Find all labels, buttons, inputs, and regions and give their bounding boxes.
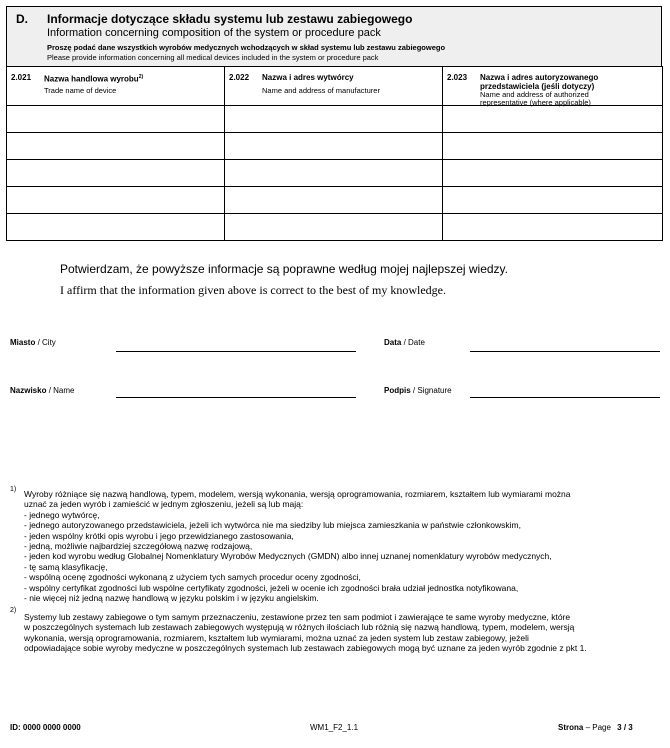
section-note-pl: Proszę podać dane wszystkich wyrobów medycznych wchodzących w skład systemu lub zestawu zabiegowego (47, 43, 446, 52)
table-row (7, 160, 663, 187)
cell-input[interactable] (443, 187, 663, 214)
column-header-trade-name (7, 67, 225, 106)
column-label-pl: Nazwa handlowa wyrobu$^{2)}$ (44, 74, 144, 84)
cell-input[interactable] (443, 133, 663, 160)
table-header-row (7, 67, 663, 106)
table-row (7, 133, 663, 160)
affirmation-pl: Potwierdzam, że powyższe informacje są poprawne według mojej najlepszej wiedzy. (60, 262, 508, 276)
table-row (7, 187, 663, 214)
devices-table (6, 66, 663, 241)
section-letter: D. (16, 12, 28, 26)
cell-input[interactable] (225, 214, 443, 241)
date-input-line[interactable] (470, 351, 660, 352)
cell-input[interactable] (225, 106, 443, 133)
name-label: Nazwisko / Name (10, 386, 75, 395)
footnote-2-mark: 2) (10, 607, 17, 614)
affirmation-en: I affirm that the information given above is correct to the best of my knowledge. (60, 283, 446, 297)
column-number: 2.022 (229, 73, 250, 82)
column-number: 2.023 (447, 73, 468, 82)
section-title: Informacje dotyczące składu systemu lub zestawu zabiegowego (47, 12, 413, 26)
cell-input[interactable] (443, 160, 663, 187)
name-input-line[interactable] (116, 397, 356, 398)
document-id: ID: 0000 0000 0000 (10, 723, 81, 732)
cell-input[interactable] (443, 106, 663, 133)
section-header (6, 6, 662, 66)
signature-input-line[interactable] (470, 397, 660, 398)
footnote-1-mark: 1) (10, 486, 17, 493)
column-label-pl: Nazwa i adres autoryzowanego przedstawiciela (jeśli dotyczy) (480, 73, 599, 91)
column-header-manufacturer (225, 67, 443, 106)
city-input-line[interactable] (116, 351, 356, 352)
column-label-en: Name and address of authorized representative (where applicable) (480, 90, 591, 107)
section-subtitle: Information concerning composition of the system or procedure pack (47, 27, 381, 39)
column-label-pl: Nazwa i adres wytwórcy (262, 73, 354, 82)
cell-input[interactable] (7, 160, 225, 187)
cell-input[interactable] (7, 133, 225, 160)
column-header-representative (443, 67, 663, 106)
footnote-1: Wyroby różniące się nazwą handlową, typem, modelem, wersją wykonania, wersją oprogramowania, rozmiarem, kształtem lub wymiarami można uznać za jeden wyrób i zamieścić w jednym zgłoszeniu, jeżeli są lub mają: - jednego wytwórcę, - jednego autoryzowanego przedstawiciela, jeżeli ich wytwórca nie ma siedziby lub miejsca zamieszkania w państwie członkowskim, - jeden wspólny krótki opis wyrobu i jego przewidzianego zastosowania, - jedną, możliwie najbardziej szczegółową nazwę rodzajową, - jeden kod wyrobu według Globalnej Nomenklatury Wyrobów Medycznych (GMDN) albo innej uznanej nomenklatury wyrobów medycznych, - tę samą klasyfikację, - wspólną ocenę zgodności wykonaną z użyciem tych samych procedur oceny zgodności, - wspólny certyfikat zgodności lub wspólne certyfikaty zgodności, jeżeli w ocenie ich zgodności brała udział jednostka notyfikowana, - nie więcej niż jedną nazwę handlową w języku polskim i w języku angielskim. (24, 489, 571, 604)
section-note-en: Please provide information concerning all medical devices included in the system or procedure pack (47, 53, 379, 62)
table-row (7, 214, 663, 241)
cell-input[interactable] (443, 214, 663, 241)
city-label: Miasto / City (10, 338, 56, 347)
cell-input[interactable] (225, 160, 443, 187)
cell-input[interactable] (7, 214, 225, 241)
signature-label: Podpis / Signature (384, 386, 452, 395)
cell-input[interactable] (225, 133, 443, 160)
cell-input[interactable] (7, 187, 225, 214)
form-code: WM1_F2_1.1 (310, 723, 359, 732)
table-row (7, 106, 663, 133)
column-number: 2.021 (11, 73, 32, 82)
column-label-en: Name and address of manufacturer (262, 86, 380, 95)
cell-input[interactable] (7, 106, 225, 133)
column-label-en: Trade name of device (44, 86, 117, 95)
cell-input[interactable] (225, 187, 443, 214)
page-indicator: Strona – Page 3 / 3 (558, 723, 633, 732)
date-label: Data / Date (384, 338, 425, 347)
footnote-2: Systemy lub zestawy zabiegowe o tym samym przeznaczeniu, zestawione przez ten sam podmiot i zawierające te same wyroby medyczne, które w poszczególnych systemach lub zestawach zabiegowych występują w różnych ilościach lub różnią się nazwą handlową, typem, modelem, wersją wykonania, wersją oprogramowania, rozmiarem, kształtem lub wymiarami, można uznać za jeden system lub zestaw zabiegowy, jeżeli odpowiadające sobie wyroby medyczne w poszczególnych systemach lub zestawach zabiegowych mogą być uznane za jeden wyrób zgodnie z pkt 1. (24, 612, 587, 654)
